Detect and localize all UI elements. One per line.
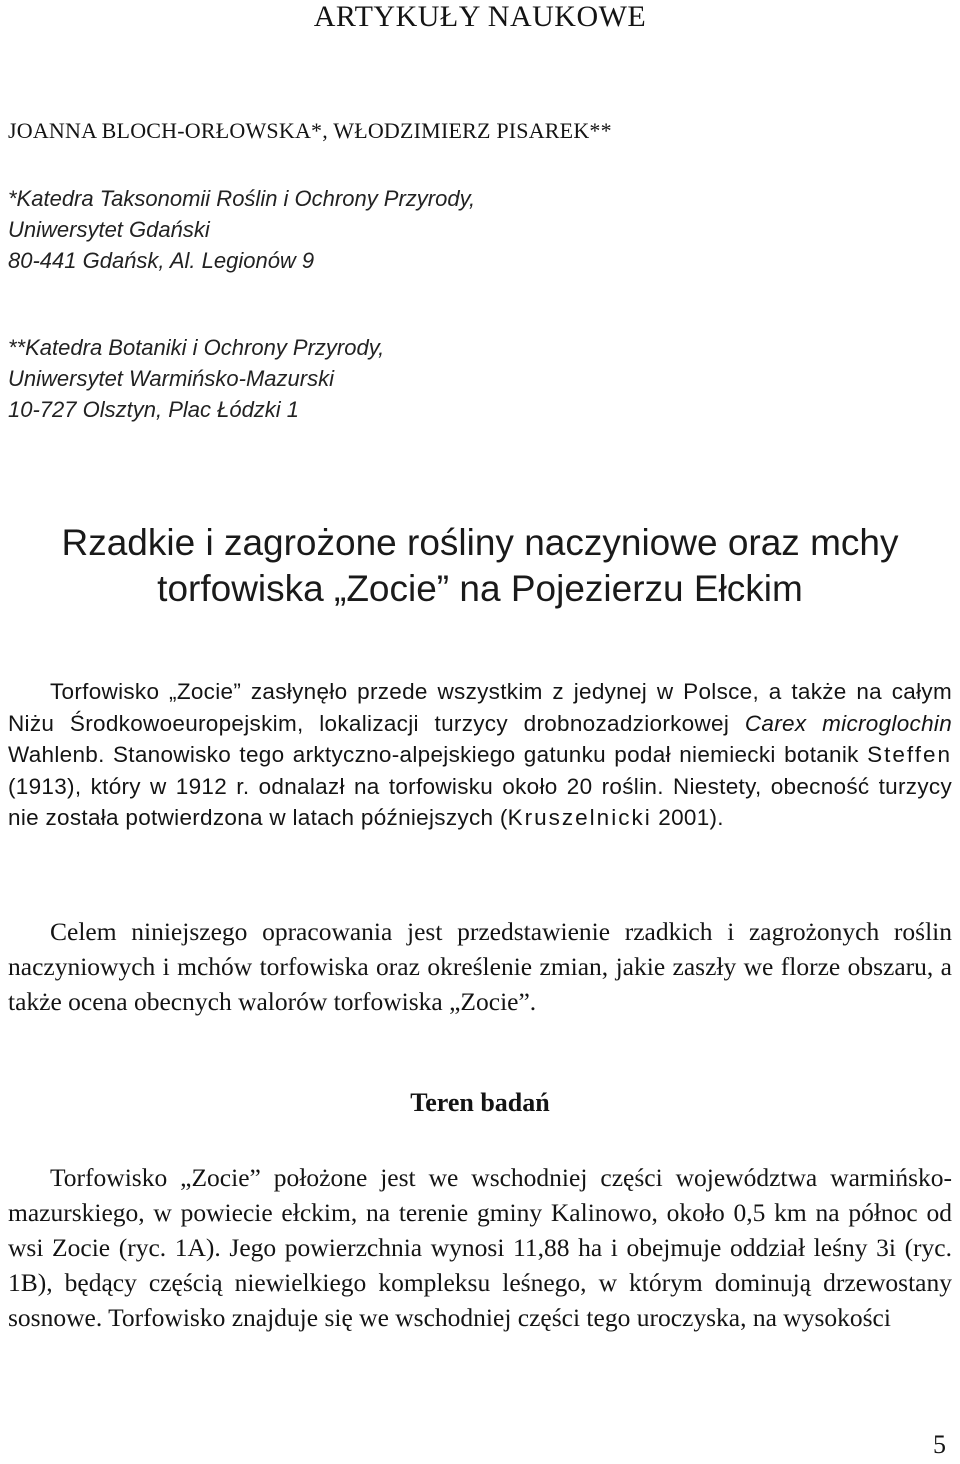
affiliation-1-line-3: 80-441 Gdańsk, Al. Legionów 9 bbox=[8, 248, 315, 273]
article-title-line-1: Rzadkie i zagrożone rośliny naczyniowe oraz mchy bbox=[61, 522, 899, 563]
affiliation-1 bbox=[8, 183, 475, 276]
affiliation-1-line-2: Uniwersytet Gdański bbox=[8, 217, 210, 242]
affiliation-1-line-1: *Katedra Taksonomii Roślin i Ochrony Przyrody, bbox=[8, 186, 476, 211]
section-heading-study-area: Teren badań bbox=[410, 1088, 550, 1117]
intro-paragraph-2: Celem niniejszego opracowania jest przedstawienie rzadkich i zagrożonych roślin naczyniowych i mchów torfowiska oraz określenie zmian, jakie zaszły we florze obszaru, a także ocena obecnych walorów torfowiska „Zocie”. bbox=[8, 917, 952, 1016]
intro-paragraph-1 bbox=[8, 676, 952, 834]
article-title bbox=[0, 520, 960, 612]
cited-author-kruszelnicki: Kruszelnicki bbox=[507, 805, 652, 830]
affiliation-2 bbox=[8, 332, 384, 425]
species-name: Carex microglochin bbox=[744, 710, 953, 736]
intro-text-part-3: (1913), który w 1912 r. odnalazł na torfowisku około 20 roślin. Niestety, obecność turzycy nie została potwierdzona w latach późniejszych ( bbox=[8, 773, 952, 830]
study-area-paragraph: Torfowisko „Zocie” położone jest we wschodniej części województwa warmińsko-mazurskiego, w powiecie ełckim, na terenie gminy Kalinowo, około 0,5 km na północ od wsi Zocie (ryc. 1A). Jego powierzchnia wynosi 11,88 ha i obejmuje oddział leśny 3i (ryc. 1B), będący częścią niewielkiego kompleksu leśnego, w którym dominują drzewostany sosnowe. Torfowisko znajduje się we wschodniej części tego uroczyska, na wysokości bbox=[8, 1163, 952, 1332]
article-title-line-2: torfowiska „Zocie” na Pojezierzu Ełckim bbox=[157, 568, 803, 609]
intro-text-part-4: 2001). bbox=[651, 805, 724, 830]
page-number: 5 bbox=[933, 1430, 946, 1459]
intro-text-part-1: Torfowisko „Zocie” zasłynęło przede wszystkim z jedynej w Polsce, a także na całym Niżu Środkowoeuropejskim, lokalizacji turzycy drobnozadziorkowej bbox=[8, 679, 952, 736]
intro-text-part-2: Wahlenb. Stanowisko tego arktyczno-alpejskiego gatunku podał niemiecki botanik bbox=[8, 742, 868, 767]
authors: JOANNA BLOCH-ORŁOWSKA*, WŁODZIMIERZ PISAREK** bbox=[8, 118, 612, 143]
cited-author-steffen: Steffen bbox=[867, 742, 952, 767]
affiliation-2-line-1: **Katedra Botaniki i Ochrony Przyrody, bbox=[8, 335, 385, 360]
affiliation-2-line-3: 10-727 Olsztyn, Plac Łódzki 1 bbox=[8, 397, 300, 422]
section-header: ARTYKUŁY NAUKOWE bbox=[313, 0, 647, 33]
affiliation-2-line-2: Uniwersytet Warmińsko-Mazurski bbox=[8, 366, 334, 391]
